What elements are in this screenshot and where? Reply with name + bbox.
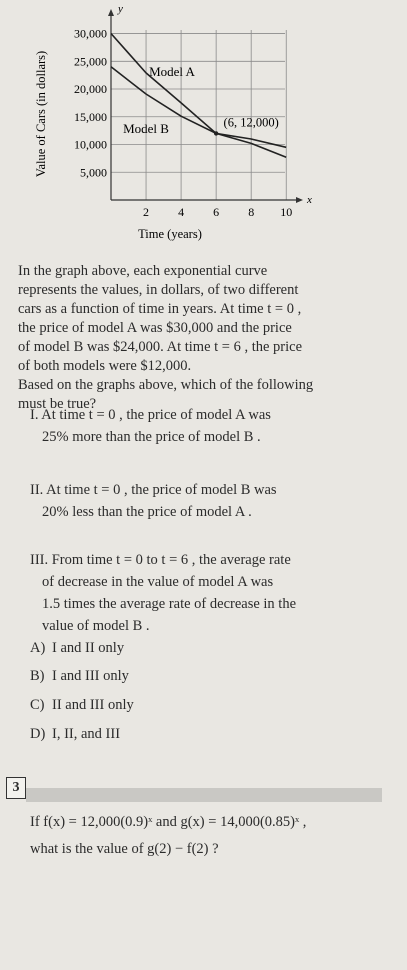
- y-tick-label: 15,000: [74, 109, 107, 124]
- exponential-graph: [0, 0, 407, 250]
- x-tick-label: 10: [280, 205, 293, 219]
- choice-text: II and III only: [52, 697, 134, 713]
- choice-letter: C): [30, 697, 45, 713]
- statement-line: II. At time t = 0 , the price of model B was: [30, 482, 277, 498]
- passage-line: of model B was $24,000. At time t = 6 , the price: [18, 339, 303, 355]
- question-divider: [26, 788, 382, 802]
- choice-letter: D): [30, 726, 46, 742]
- y-tick-label: 30,000: [74, 26, 107, 41]
- choice-text: I and III only: [52, 668, 129, 684]
- statement-line: I. At time t = 0 , the price of model A was: [30, 407, 271, 423]
- passage-line: cars as a function of time in years. At time t = 0 ,: [18, 301, 302, 317]
- statement-line: III. From time t = 0 to t = 6 , the average rate: [30, 552, 291, 568]
- point-annotation: (6, 12,000): [223, 115, 279, 130]
- passage-line: must be true?: [18, 396, 97, 412]
- question-number: 3: [6, 777, 26, 799]
- series-label-model-a: Model A: [149, 64, 195, 79]
- series-label-model-b: Model B: [123, 121, 169, 136]
- series-line-model-a: [111, 34, 286, 158]
- x-axis-arrow: [296, 197, 303, 203]
- x-tick-label: 8: [248, 205, 255, 219]
- statement-line: 25% more than the price of model B .: [42, 429, 261, 445]
- y-axis-arrow: [108, 9, 114, 16]
- x-axis-letter: x: [307, 194, 312, 206]
- y-tick-label: 5,000: [80, 165, 107, 180]
- statement-line: 1.5 times the average rate of decrease in the: [42, 596, 297, 612]
- x-axis-title: Time (years): [138, 227, 202, 241]
- intersection-point: [214, 131, 218, 135]
- answer-choice[interactable]: [30, 668, 129, 685]
- question3-line1: If f(x) = 12,000(0.9)ˣ and g(x) = 14,000(0.85)ˣ ,: [30, 814, 307, 830]
- choice-letter: A): [30, 640, 46, 656]
- y-tick-label: 25,000: [74, 54, 107, 69]
- statement-line: value of model B .: [42, 618, 150, 634]
- y-axis-title: Value of Cars (in dollars): [34, 50, 48, 178]
- answer-choice[interactable]: [30, 697, 134, 714]
- choice-text: I and II only: [52, 640, 125, 656]
- statement-line: of decrease in the value of model A was: [42, 574, 274, 590]
- x-tick-label: 2: [143, 205, 150, 219]
- passage-line: the price of model A was $30,000 and the price: [18, 320, 292, 336]
- statement-line: 20% less than the price of model A .: [42, 504, 252, 520]
- y-axis-letter: y: [118, 3, 123, 15]
- y-tick-label: 20,000: [74, 82, 107, 97]
- y-tick-label: 10,000: [74, 137, 107, 152]
- question3-line2: what is the value of g(2) − f(2) ?: [30, 841, 219, 857]
- passage-line: In the graph above, each exponential curve: [18, 263, 268, 279]
- x-tick-label: 6: [213, 205, 220, 219]
- x-tick-label: 4: [178, 205, 185, 219]
- choice-text: I, II, and III: [52, 726, 121, 742]
- passage-line: of both models were $12,000.: [18, 358, 192, 374]
- choice-letter: B): [30, 668, 45, 684]
- passage-line: Based on the graphs above, which of the following: [18, 377, 314, 393]
- answer-choice[interactable]: [30, 640, 124, 657]
- passage-line: represents the values, in dollars, of two different: [18, 282, 299, 298]
- answer-choice[interactable]: [30, 726, 120, 743]
